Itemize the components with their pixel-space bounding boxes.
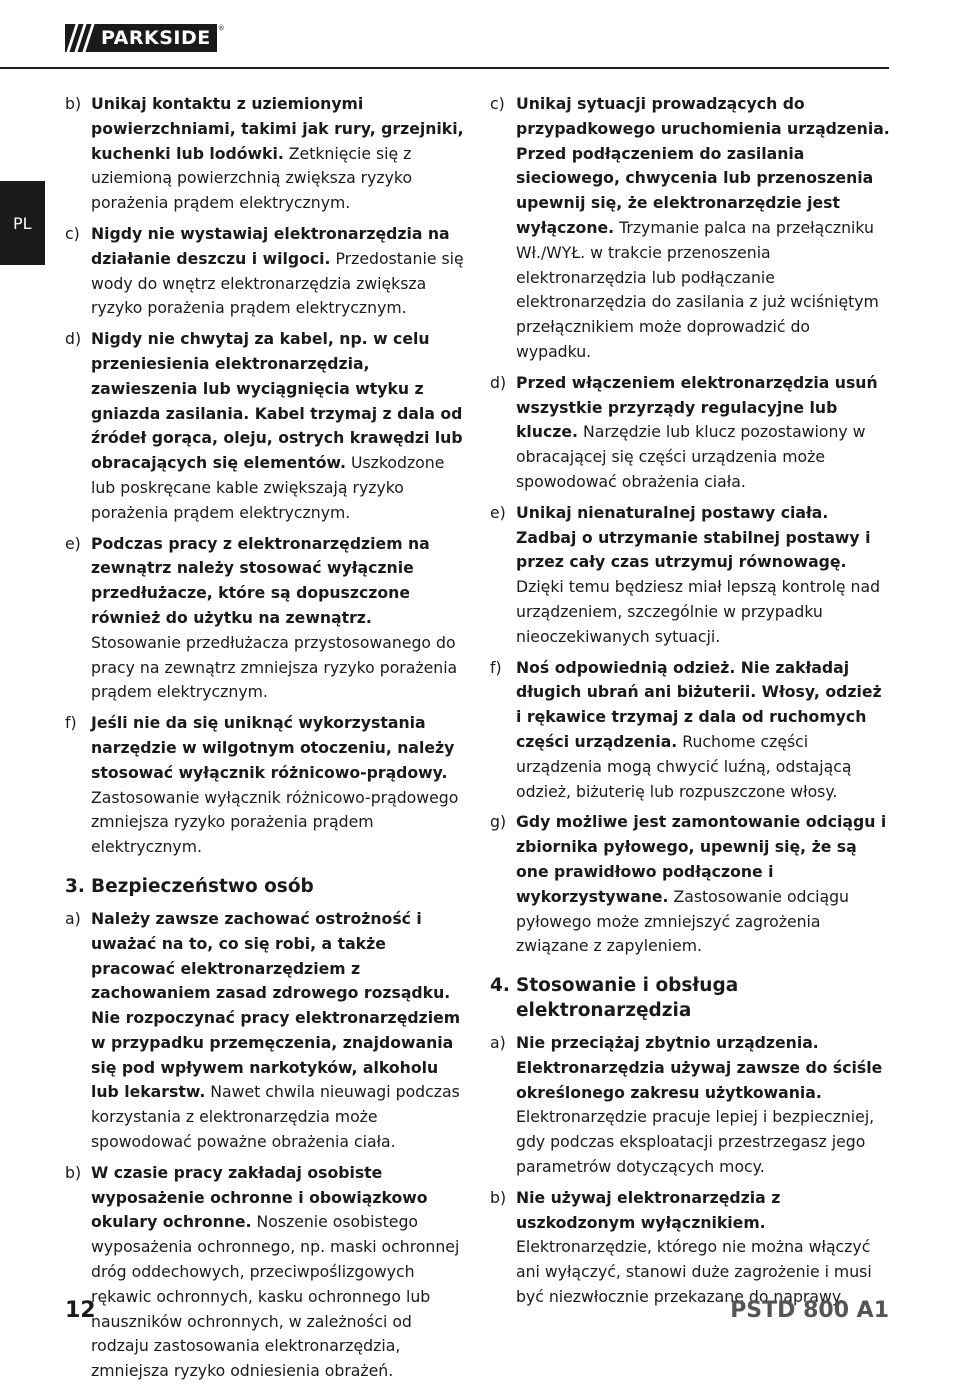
item-normal-text: Zetknięcie się z uziemioną powierzchnią zwiększa ryzyko porażenia prądem elektrycznym. [91,143,413,213]
list-item [490,1031,890,1180]
item-normal-text: Narzędzie lub klucz pozostawiony w obracającej się części urządzenia może spowodować obrażenia ciała. [516,422,866,491]
item-bold-text: Nigdy nie chwytaj za kabel, np. w celu przeniesienia elektronarzędzia, zawieszenia lub wyciągnięcia wtyku z gniazda zasilania. Kabel trzymaj z dala od źródeł gorąca, oleju, ostrych krawędzi lub obracających się elementów. [91,329,463,473]
item-label: e) [490,502,506,522]
section-title: Stosowanie i obsługa elektronarzędzia [516,975,739,1022]
section-heading-3 [65,874,465,899]
item-normal-text: Dzięki temu będziesz miał lepszą kontrolę nad urządzeniem, szczególnie w przypadku nieoczekiwanych sytuacji. [516,577,881,646]
item-bold-text: Nie używaj elektronarzędzia z uszkodzonym wyłącznikiem. [516,1187,781,1232]
item-text [91,1161,465,1384]
item-bold-text: Noś odpowiednią odzież. Nie zakładaj długich ubrań ani biżuterii. Włosy, odzież i rękawice trzymaj z dala od ruchomych części urządzenia. [516,657,882,751]
list-item [65,711,465,860]
section-number: 4. [490,975,510,997]
item-normal-text: Trzymanie palca na przełączniku Wł./WYŁ. w trakcie przenoszenia elektronarzędzia lub podłączanie elektronarzędzia do zasilania z już wciśniętym przełącznikiem może doprowadzić do wypadku. [516,217,879,361]
item-bold-text: W czasie pracy zakładaj osobiste wyposażenie ochronne i obowiązkowo okulary ochronne. [91,1162,428,1232]
item-text [516,1031,890,1180]
item-label: b) [65,94,82,113]
item-normal-text: Elektronarzędzie pracuje lepiej i bezpieczniej, gdy podczas eksploatacji przestrzegasz jego parametrów dotyczących mocy. [516,1107,875,1177]
list-item [490,656,890,805]
left-column [65,92,465,1390]
item-label: f) [65,713,77,733]
item-label: e) [65,533,81,553]
item-text [91,711,465,860]
item-normal-text: Zastosowanie wyłącznik różnicowo-prądowego zmniejsza ryzyko porażenia prądem elektrycznym. [91,787,459,857]
list-item [490,810,890,959]
item-normal-text: Nawet chwila nieuwagi podczas korzystania z elektronarzędzia może spowodować poważne obrażenia ciała. [91,1082,460,1152]
item-normal-text: Uszkodzone lub poskręcane kable zwiększają ryzyko porażenia prądem elektrycznym. [91,453,445,522]
item-bold-text: Przed włączeniem elektronarzędzia usuń wszystkie przyrządy regulacyjne lub klucze. [516,372,878,442]
section-number: 3. [65,875,85,897]
item-text [516,371,890,495]
item-normal-text: Ruchome części urządzenia mogą chwycić luźną, odstającą odzież, biżuterię lub rozpuszczone włosy. [516,731,852,801]
list-item [65,1161,465,1384]
item-normal-text: Zastosowanie odciągu pyłowego może zmniejszyć zagrożenia związane z zapyleniem. [516,886,849,956]
item-text [91,222,465,321]
item-text [516,92,890,365]
list-item [490,371,890,495]
section-heading-4 [490,973,890,1023]
item-bold-text: Należy zawsze zachować ostrożność i uważać na to, co się robi, a także pracować elektronarzędziem z zachowaniem zasad zdrowego rozsądku. Nie rozpoczynać pracy elektronarzędziem w przypadku przemęczenia, znajdowania się pod wpływem narkotyków, alkoholu lub lekarstw. [91,908,461,1102]
item-text [91,532,465,706]
item-text [91,327,465,525]
item-normal-text: Elektronarzędzie, którego nie można włączyć ani wyłączyć, stanowi duże zagrożenie i musi być niezwłocznie przekazane do naprawy. [516,1237,872,1307]
item-bold-text: Nie przeciążaj zbytnio urządzenia. Elektronarzędzia używaj zawsze do ściśle określonego zakresu użytkowania. [516,1033,883,1102]
item-bold-text: Gdy możliwe jest zamontowanie odciągu i zbiornika pyłowego, upewnij się, że są one prawidłowo podłączone i wykorzystywane. [516,812,887,906]
list-item [65,222,465,321]
list-item [490,92,890,365]
list-item [490,1186,890,1310]
logo-stripes-icon [65,24,97,52]
list-item [65,532,465,706]
item-bold-text: Unikaj nienaturalnej postawy ciała. Zadbaj o utrzymanie stabilnej postawy i przez cały czas utrzymuj równowagę. [516,502,871,572]
item-text [91,907,465,1155]
item-label: f) [490,657,502,677]
item-bold-text: Nigdy nie wystawiaj elektronarzędzia na działanie deszczu i wilgoci. [91,223,450,268]
list-item [490,501,890,650]
item-text [516,810,890,959]
item-label: b) [490,1187,507,1207]
list-item [65,327,465,525]
item-text [516,501,890,650]
item-label: d) [65,329,82,349]
item-text [516,656,890,805]
right-column [490,92,890,1316]
item-bold-text: Unikaj sytuacji prowadzących do przypadkowego uruchomienia urządzenia. Przed podłączeniem do zasilania sieciowego, chwycenia lub przenoszenia upewnij się, że elektronarzędzie jest wyłączone. [516,94,890,237]
item-normal-text: Stosowanie przedłużacza przystosowanego do pracy na zewnątrz zmniejsza ryzyko porażenia prądem elektrycznym. [91,632,458,702]
item-label: a) [65,908,81,928]
item-normal-text: Noszenie osobistego wyposażenia ochronnego, np. maski ochronnej dróg oddechowych, przeciwpoślizgowych rękawic ochronnych, kasku ochronnego lub nauszników ochronnych, w zależności od rodzaju zastosowania elektronarzędzia, zmniejsza ryzyko odniesienia obrażeń. [91,1212,460,1381]
list-item [65,907,465,1155]
brand-logo [65,24,225,52]
logo-wordmark: PARKSIDE [97,24,217,52]
item-text [91,92,465,216]
item-label: c) [65,223,80,243]
item-label: d) [490,372,507,392]
language-tab-label: PL [13,214,32,233]
header-divider [0,67,889,69]
item-text [516,1186,890,1310]
item-label: a) [490,1033,506,1053]
model-name: PSTD 800 A1 [730,1298,889,1323]
list-item [65,92,465,216]
item-bold-text: Jeśli nie da się uniknąć wykorzystania narzędzie w wilgotnym otoczeniu, należy stosować wyłącznik różnicowo-prądowy. [91,713,455,782]
item-label: g) [490,812,507,832]
item-label: c) [490,94,505,113]
item-bold-text: Unikaj kontaktu z uziemionymi powierzchniami, takimi jak rury, grzejniki, kuchenki lub lodówki. [91,94,464,163]
section-title: Bezpieczeństwo osób [91,875,314,897]
language-tab [0,181,45,265]
item-bold-text: Podczas pracy z elektronarzędziem na zewnątrz należy stosować wyłącznie przedłużacze, które są dopuszczone również do użytku na zewnątrz. [91,533,430,627]
item-normal-text: Przedostanie się wody do wnętrz elektronarzędzia zwiększa ryzyko porażenia prądem elektrycznym. [91,248,464,318]
registered-mark: ® [217,24,225,32]
page-number: 12 [65,1298,96,1323]
item-label: b) [65,1162,82,1182]
